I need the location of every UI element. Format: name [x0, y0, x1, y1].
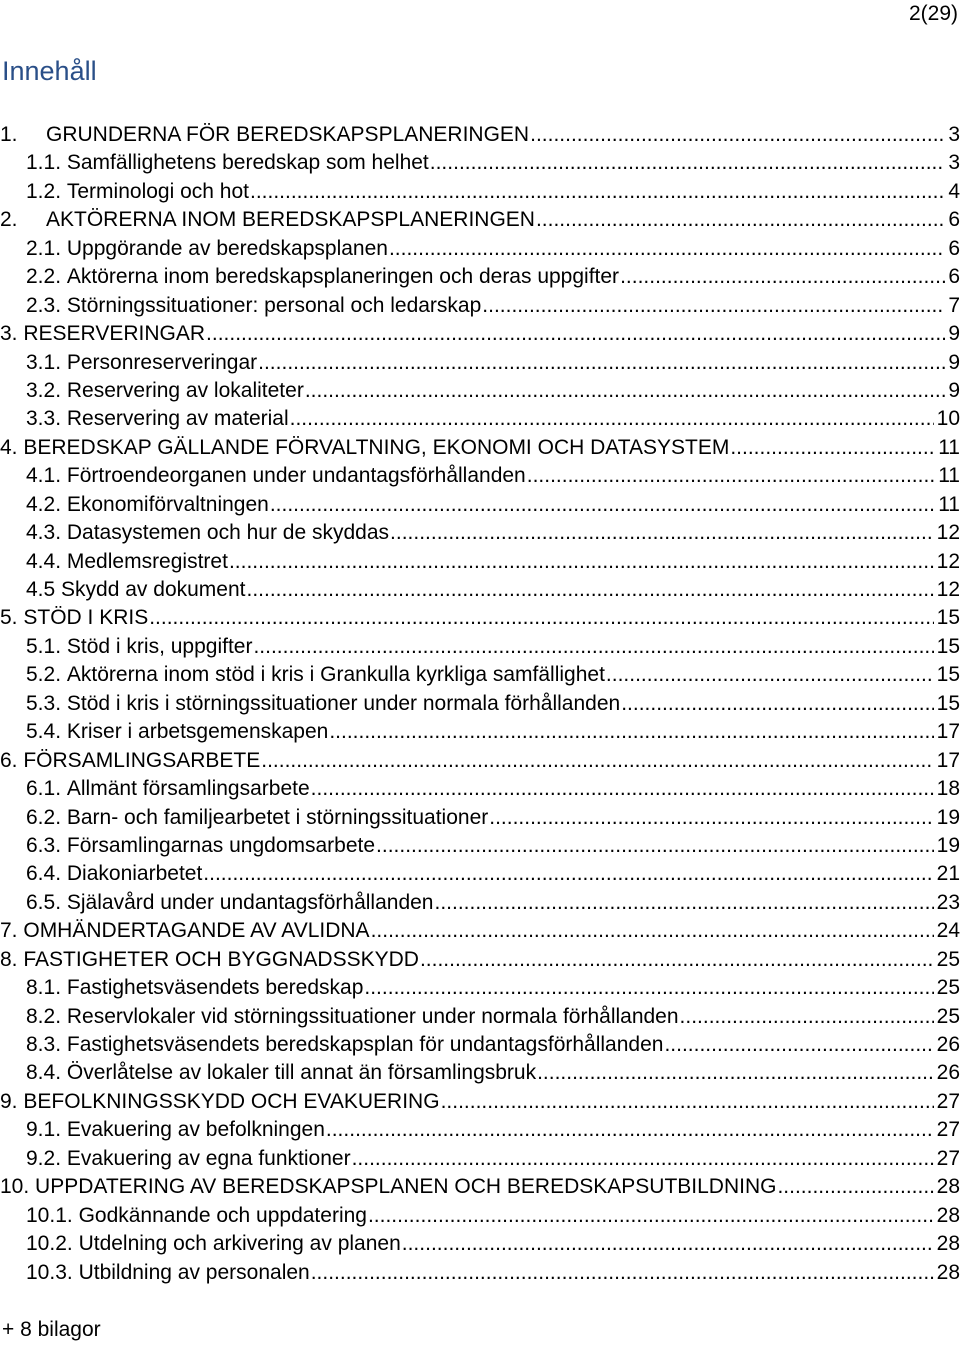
toc-entry[interactable]	[0, 832, 960, 860]
toc-entry-number: 6.1.	[26, 777, 62, 801]
toc-entry-title[interactable]: Allmänt församlingsarbete	[66, 777, 310, 801]
toc-entry-page: 11	[938, 464, 960, 488]
toc-entry-leader	[326, 1116, 934, 1144]
toc-entry[interactable]	[0, 462, 960, 490]
toc-entry-leader	[530, 121, 945, 149]
toc-entry-leader	[261, 747, 933, 775]
toc-entry-number: 2.3.	[26, 293, 62, 317]
toc-entry-title[interactable]: Evakuering av befolkningen	[66, 1118, 325, 1142]
toc-entry-leader	[441, 1088, 934, 1116]
toc-entry[interactable]	[0, 1031, 960, 1059]
toc-entry[interactable]	[0, 747, 960, 775]
toc-entry-title[interactable]: Uppgörande av beredskapsplanen	[66, 236, 388, 260]
toc-entry-page: 4	[948, 179, 960, 203]
toc-entry-leader	[536, 206, 945, 234]
toc-entry[interactable]	[0, 889, 960, 917]
toc-entry-leader	[311, 1259, 934, 1287]
toc-entry[interactable]	[0, 661, 960, 689]
toc-entry-page: 25	[936, 1004, 960, 1028]
toc-entry[interactable]	[0, 149, 960, 177]
toc-entry-page: 15	[936, 691, 960, 715]
toc-entry[interactable]	[0, 405, 960, 433]
toc-entry[interactable]	[0, 1230, 960, 1258]
toc-entry-leader	[253, 633, 933, 661]
toc-entry-title[interactable]: Barn- och familjearbetet i störningssituationer	[66, 805, 489, 829]
toc-entry-number: 1.	[0, 123, 18, 146]
toc-entry-number: 8.2.	[26, 1004, 62, 1028]
toc-entry-page: 28	[936, 1260, 960, 1284]
attachments-note: + 8 bilagor	[2, 1318, 101, 1341]
toc-entry-leader	[489, 804, 933, 832]
toc-entry-leader	[203, 860, 933, 888]
toc-entry-number: 4.	[0, 435, 18, 459]
toc-entry-page: 25	[936, 947, 960, 971]
toc-entry-number: 5.4.	[26, 720, 62, 744]
toc-entry-title[interactable]: Störningssituationer: personal och ledarskap	[66, 293, 482, 317]
toc-entry-title[interactable]: Ekonomiförvaltningen	[66, 492, 269, 516]
toc-entry-leader	[229, 548, 934, 576]
toc-entry-number: 6.5.	[26, 890, 62, 914]
toc-entry[interactable]	[0, 519, 960, 547]
toc-entry-leader	[777, 1173, 933, 1201]
toc-entry-number: 4.1.	[26, 464, 62, 488]
toc-entry-leader	[621, 690, 933, 718]
toc-entry-title[interactable]: GRUNDERNA FÖR BEREDSKAPSPLANERINGEN	[46, 123, 530, 146]
toc-entry[interactable]	[0, 377, 960, 405]
page-number: 2(29)	[908, 2, 958, 25]
toc-entry[interactable]	[0, 1259, 960, 1287]
toc-entry-number: 3.1.	[26, 350, 62, 374]
toc-entry[interactable]	[0, 434, 960, 462]
toc-entry[interactable]	[0, 1003, 960, 1031]
toc-title: Innehåll	[2, 56, 97, 86]
toc-entry-page: 23	[936, 890, 960, 914]
toc-entry-page: 28	[936, 1232, 960, 1256]
toc-entry-page: 24	[936, 919, 960, 943]
toc-entry-leader	[537, 1059, 934, 1087]
toc-entry-page: 17	[936, 720, 960, 744]
toc-entry-number: 3.3.	[26, 407, 62, 431]
toc-entry-title[interactable]: Kriser i arbetsgemenskapen	[66, 720, 329, 744]
toc-entry-title[interactable]: Evakuering av egna funktioner	[66, 1146, 351, 1170]
toc-entry-leader	[329, 718, 933, 746]
toc-entry-title[interactable]: RESERVERINGAR	[23, 322, 206, 346]
toc-entry-page: 6	[948, 265, 960, 289]
toc-entry-leader	[311, 775, 934, 803]
toc-entry-number: 9.2.	[26, 1146, 62, 1170]
toc-entry-title[interactable]: Överlåtelse av lokaler till annat än församlingsbruk	[66, 1061, 537, 1085]
toc-entry-leader	[352, 1145, 934, 1173]
toc-entry[interactable]	[0, 491, 960, 519]
toc-entry-number: 2.1.	[26, 236, 62, 260]
toc-entry-leader	[390, 519, 934, 547]
toc-entry-title[interactable]: UPPDATERING AV BEREDSKAPSPLANEN OCH BEREDSKAPSUTBILDNING	[35, 1175, 777, 1199]
toc-entry-title[interactable]: Stöd i kris i störningssituationer under normala förhållanden	[66, 691, 621, 715]
toc-entry-title[interactable]: Utdelning och arkivering av planen	[78, 1232, 401, 1256]
toc-entry-leader	[246, 576, 933, 604]
toc-entry[interactable]	[0, 804, 960, 832]
toc-entry-number: 10.2.	[26, 1232, 73, 1256]
toc-entry[interactable]	[0, 974, 960, 1002]
toc-entry-title[interactable]: Terminologi och hot	[66, 179, 249, 203]
toc-entry-number: 7.	[0, 919, 18, 943]
toc-entry-number: 5.1.	[26, 634, 62, 658]
toc-entry-title[interactable]: AKTÖRERNA INOM BEREDSKAPSPLANERINGEN	[46, 208, 535, 232]
toc-entry-page: 27	[936, 1118, 960, 1142]
toc-entry-number: 4.2.	[26, 492, 62, 516]
toc-entry-title[interactable]: Reservlokaler vid störningssituationer under normala förhållanden	[66, 1004, 679, 1028]
toc-entry-title[interactable]: Aktörerna inom stöd i kris i Grankulla kyrkliga samfällighet	[66, 663, 605, 687]
toc-entry-page: 9	[948, 350, 960, 374]
toc-entry-number: 2.	[0, 208, 18, 232]
toc-entry-page: 9	[948, 322, 960, 346]
toc-entry[interactable]	[0, 1088, 960, 1116]
toc-entry-leader	[402, 1230, 934, 1258]
toc-entry-page: 26	[936, 1061, 960, 1085]
toc-entry-title[interactable]: Utbildning av personalen	[78, 1260, 310, 1284]
toc-entry-leader	[206, 320, 945, 348]
toc-entry-number: 4.5	[26, 578, 56, 601]
toc-entry[interactable]	[0, 917, 960, 945]
toc-entry-number: 8.4.	[26, 1061, 62, 1085]
toc-entry-title[interactable]: Förtroendeorganen under undantagsförhållanden	[66, 464, 526, 488]
toc-entry-title[interactable]: Själavård under undantagsförhållanden	[66, 890, 434, 914]
toc-entry-page: 19	[936, 833, 960, 857]
toc-entry-title[interactable]: Godkännande och uppdatering	[78, 1203, 367, 1227]
toc-entry[interactable]	[0, 1059, 960, 1087]
toc-entry-number: 10.	[0, 1175, 30, 1199]
toc-entry[interactable]	[0, 718, 960, 746]
toc-entry-title[interactable]: Samfällighetens beredskap som helhet	[66, 151, 429, 175]
toc-entry-page: 11	[938, 435, 960, 459]
toc-entry-title[interactable]: OMHÄNDERTAGANDE AV AVLIDNA	[23, 919, 370, 943]
toc-entry-page: 26	[936, 1033, 960, 1056]
toc-entry-number: 6.4.	[26, 862, 62, 886]
toc-entry-title[interactable]: Reservering av material	[66, 407, 289, 431]
toc-entry-number: 6.3.	[26, 833, 62, 857]
toc-entry-page: 7	[948, 293, 960, 317]
toc-entry-page: 3	[948, 123, 960, 146]
toc-entry-title[interactable]: Datasystemen och hur de skyddas	[66, 521, 390, 545]
toc-entry-title[interactable]: Skydd av dokument	[61, 578, 246, 601]
toc-entry[interactable]	[0, 860, 960, 888]
toc-entry-leader	[664, 1031, 933, 1059]
toc-entry-page: 10	[936, 407, 960, 431]
toc-entry[interactable]	[0, 1116, 960, 1144]
toc-entry-leader	[258, 349, 945, 377]
toc-entry[interactable]	[0, 604, 960, 632]
toc-entry-page: 9	[948, 378, 960, 402]
toc-entry[interactable]	[0, 235, 960, 263]
toc-entry[interactable]	[0, 690, 960, 718]
toc-entry[interactable]	[0, 946, 960, 974]
toc-entry-title[interactable]: Personreserveringar	[66, 350, 258, 374]
toc-entry-number: 5.2.	[26, 663, 62, 687]
toc-entry-number: 5.	[0, 606, 18, 630]
toc-entry-leader	[680, 1003, 934, 1031]
toc-entry-number: 9.1.	[26, 1118, 62, 1142]
toc-entry-leader	[368, 1202, 934, 1230]
toc-entry-leader	[430, 149, 946, 177]
toc-entry-page: 17	[936, 748, 960, 772]
toc-entry[interactable]	[0, 775, 960, 803]
toc-entry-leader	[305, 377, 946, 405]
toc-entry-number: 1.2.	[26, 179, 62, 203]
toc-entry-title[interactable]: STÖD I KRIS	[23, 606, 149, 630]
toc-entry-leader	[730, 434, 935, 462]
toc-entry-leader	[250, 178, 945, 206]
toc-entry-number: 8.3.	[26, 1033, 62, 1056]
toc-entry[interactable]	[0, 292, 960, 320]
toc-entry-leader	[371, 917, 934, 945]
toc-entry-title[interactable]: BEREDSKAP GÄLLANDE FÖRVALTNING, EKONOMI OCH DATASYSTEM	[23, 435, 730, 459]
toc-entry-page: 28	[936, 1203, 960, 1227]
toc-entry[interactable]	[0, 1173, 960, 1201]
toc-entry-page: 6	[948, 236, 960, 260]
toc-entry-page: 6	[948, 208, 960, 232]
toc-entry[interactable]	[0, 1145, 960, 1173]
toc-entry-number: 8.1.	[26, 976, 62, 1000]
toc-entry-leader	[620, 263, 945, 291]
toc-entry[interactable]	[0, 320, 960, 348]
toc-entry-leader	[420, 946, 934, 974]
toc-entry-number: 1.1.	[26, 151, 62, 175]
toc-entry-leader	[527, 462, 935, 490]
toc-entry-page: 12	[936, 549, 960, 573]
toc-entry-number: 3.2.	[26, 378, 62, 402]
toc-entry-leader	[434, 889, 933, 917]
toc-entry[interactable]	[0, 1202, 960, 1230]
toc-entry[interactable]	[0, 178, 960, 206]
toc-entry-number: 10.1.	[26, 1203, 73, 1227]
toc-entry-page: 12	[936, 578, 960, 601]
toc-entry-page: 27	[936, 1089, 960, 1113]
toc-entry-page: 3	[948, 151, 960, 175]
toc-entry-number: 5.3.	[26, 691, 62, 715]
toc-entry[interactable]	[0, 263, 960, 291]
toc-entry-page: 28	[936, 1175, 960, 1199]
toc-entry-page: 27	[936, 1146, 960, 1170]
toc-entry-title[interactable]: Fastighetsväsendets beredskapsplan för undantagsförhållanden	[66, 1033, 664, 1056]
toc-entry-leader	[270, 491, 935, 519]
toc-entry-title[interactable]: Fastighetsväsendets beredskap	[66, 976, 364, 1000]
toc-entry-number: 4.3.	[26, 521, 62, 545]
toc-entry-number: 4.4.	[26, 549, 62, 573]
table-of-contents	[0, 121, 960, 1287]
toc-entry[interactable]	[0, 206, 960, 234]
toc-entry-number: 6.	[0, 748, 18, 772]
toc-entry-number: 8.	[0, 947, 18, 971]
toc-entry[interactable]	[0, 633, 960, 661]
toc-entry-page: 15	[936, 606, 960, 630]
toc-entry-leader	[606, 661, 934, 689]
toc-entry-title[interactable]: Aktörerna inom beredskapsplaneringen och deras uppgifter	[66, 265, 620, 289]
toc-entry[interactable]	[0, 548, 960, 576]
toc-entry-number: 9.	[0, 1089, 18, 1113]
toc-entry-page: 11	[938, 492, 960, 516]
toc-entry-leader	[389, 235, 945, 263]
toc-entry-title[interactable]: Reservering av lokaliteter	[66, 378, 304, 402]
toc-entry-page: 25	[936, 976, 960, 1000]
toc-entry-leader	[149, 604, 933, 632]
toc-entry-page: 15	[936, 634, 960, 658]
toc-entry-title[interactable]: Diakoniarbetet	[66, 862, 203, 886]
toc-entry-page: 12	[936, 521, 960, 545]
toc-entry-number: 2.2.	[26, 265, 62, 289]
toc-entry-number: 10.3.	[26, 1260, 73, 1284]
toc-entry-leader	[290, 405, 934, 433]
toc-entry-number: 6.2.	[26, 805, 62, 829]
toc-entry-page: 21	[936, 862, 960, 886]
toc-entry[interactable]	[0, 576, 960, 604]
toc-entry-title[interactable]: FÖRSAMLINGSARBETE	[23, 748, 261, 772]
toc-entry-leader	[482, 292, 945, 320]
toc-entry-page: 18	[936, 777, 960, 801]
toc-entry-number: 3.	[0, 322, 18, 346]
toc-entry[interactable]	[0, 121, 960, 149]
toc-entry-title[interactable]: FASTIGHETER OCH BYGGNADSSKYDD	[23, 947, 419, 971]
toc-entry-leader	[364, 974, 933, 1002]
toc-entry-title[interactable]: BEFOLKNINGSSKYDD OCH EVAKUERING	[23, 1089, 440, 1113]
toc-entry[interactable]	[0, 349, 960, 377]
toc-entry-title[interactable]: Stöd i kris, uppgifter	[66, 634, 253, 658]
toc-entry-page: 19	[936, 805, 960, 829]
toc-entry-title[interactable]: Församlingarnas ungdomsarbete	[66, 833, 376, 857]
toc-entry-leader	[376, 832, 934, 860]
toc-entry-page: 15	[936, 663, 960, 687]
toc-entry-title[interactable]: Medlemsregistret	[66, 549, 228, 573]
